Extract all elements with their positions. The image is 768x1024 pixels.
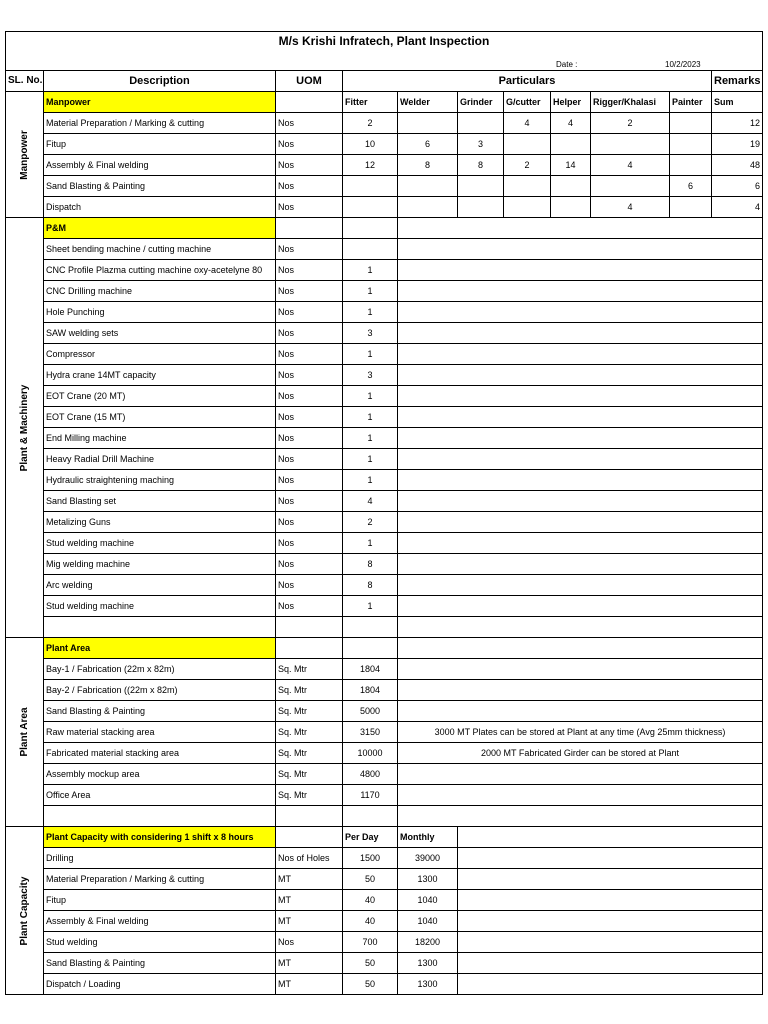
- manpower-row: [6, 155, 763, 176]
- uom-cell: Nos: [276, 407, 343, 428]
- manpower-column-header: Grinder: [458, 92, 504, 113]
- pm-row: [6, 449, 763, 470]
- uom-cell: MT: [276, 890, 343, 911]
- area-row: [6, 701, 763, 722]
- uom-cell: Sq. Mtr: [276, 764, 343, 785]
- capacity-heading-row: [6, 827, 763, 848]
- manpower-heading: Manpower: [44, 92, 276, 113]
- header-particulars: Particulars: [343, 71, 712, 92]
- capacity-row: [6, 974, 763, 995]
- note-cell: 3000 MT Plates can be stored at Plant at any time (Avg 25mm thickness): [398, 722, 763, 743]
- qty-cell: 10000: [343, 743, 398, 764]
- pm-blank-row: [6, 617, 763, 638]
- uom-cell: Nos: [276, 512, 343, 533]
- remarks-cell: [398, 281, 763, 302]
- uom-cell: Nos: [276, 449, 343, 470]
- note-cell: [398, 680, 763, 701]
- perday-cell: 50: [343, 869, 398, 890]
- description-cell: Mig welding machine: [44, 554, 276, 575]
- remarks-cell: [398, 239, 763, 260]
- section-manpower: [6, 92, 44, 218]
- qty-cell: 8: [343, 554, 398, 575]
- uom-cell: Nos: [276, 365, 343, 386]
- remarks-cell: [398, 344, 763, 365]
- manpower-row: [6, 134, 763, 155]
- value-cell: 2: [343, 113, 398, 134]
- value-cell: 4: [591, 197, 670, 218]
- description-cell: Bay-2 / Fabrication ((22m x 82m): [44, 680, 276, 701]
- pm-row: [6, 302, 763, 323]
- capacity-row: [6, 890, 763, 911]
- value-cell: [670, 134, 712, 155]
- perday-cell: 1500: [343, 848, 398, 869]
- note-cell: [398, 764, 763, 785]
- value-cell: [458, 197, 504, 218]
- pm-row: [6, 470, 763, 491]
- qty-cell: 1804: [343, 680, 398, 701]
- value-cell: 8: [458, 155, 504, 176]
- table-cell: [44, 806, 276, 827]
- pm-heading-row: [6, 218, 763, 239]
- pm-row: [6, 365, 763, 386]
- value-cell: 4: [551, 113, 591, 134]
- monthly-cell: 1300: [398, 953, 458, 974]
- monthly-cell: 1040: [398, 890, 458, 911]
- manpower-column-header: G/cutter: [504, 92, 551, 113]
- qty-cell: 3: [343, 323, 398, 344]
- perday-cell: 50: [343, 953, 398, 974]
- value-cell: 19: [712, 134, 763, 155]
- qty-cell: 1: [343, 407, 398, 428]
- perday-cell: 50: [343, 974, 398, 995]
- qty-cell: 3150: [343, 722, 398, 743]
- uom-cell: Nos: [276, 134, 343, 155]
- section-plant-machinery-label: Plant & Machinery: [18, 384, 30, 471]
- remarks-cell: [398, 491, 763, 512]
- uom-cell: [276, 218, 343, 239]
- uom-cell: Nos: [276, 428, 343, 449]
- uom-cell: Sq. Mtr: [276, 659, 343, 680]
- description-cell: EOT Crane (20 MT): [44, 386, 276, 407]
- capacity-row: [6, 932, 763, 953]
- description-cell: Fitup: [44, 134, 276, 155]
- note-cell: [398, 659, 763, 680]
- remarks-cell: [458, 932, 763, 953]
- manpower-column-header: Rigger/Khalasi: [591, 92, 670, 113]
- uom-cell: MT: [276, 911, 343, 932]
- pm-row: [6, 575, 763, 596]
- uom-cell: Nos: [276, 470, 343, 491]
- description-cell: Material Preparation / Marking & cutting: [44, 869, 276, 890]
- description-cell: CNC Drilling machine: [44, 281, 276, 302]
- qty-cell: 1: [343, 470, 398, 491]
- value-cell: [398, 176, 458, 197]
- value-cell: 3: [458, 134, 504, 155]
- description-cell: Assembly & Final welding: [44, 155, 276, 176]
- value-cell: 4: [591, 155, 670, 176]
- header-description: Description: [44, 71, 276, 92]
- manpower-heading-row: [6, 92, 763, 113]
- pm-row: [6, 596, 763, 617]
- qty-cell: 1: [343, 344, 398, 365]
- area-blank-row: [6, 806, 763, 827]
- remarks-cell: [458, 848, 763, 869]
- remarks-cell: [398, 428, 763, 449]
- area-heading: Plant Area: [44, 638, 276, 659]
- remarks-cell: [398, 260, 763, 281]
- note-cell: [398, 701, 763, 722]
- value-cell: 10: [343, 134, 398, 155]
- pm-row: [6, 386, 763, 407]
- description-cell: Arc welding: [44, 575, 276, 596]
- value-cell: 12: [712, 113, 763, 134]
- uom-cell: Nos: [276, 323, 343, 344]
- description-cell: Drilling: [44, 848, 276, 869]
- description-cell: Hydra crane 14MT capacity: [44, 365, 276, 386]
- value-cell: 6: [398, 134, 458, 155]
- qty-cell: 1: [343, 302, 398, 323]
- remarks-cell: [458, 974, 763, 995]
- value-cell: [504, 176, 551, 197]
- remarks-cell: [398, 512, 763, 533]
- uom-cell: Sq. Mtr: [276, 743, 343, 764]
- description-cell: Metalizing Guns: [44, 512, 276, 533]
- section-plant-area-label: Plant Area: [18, 707, 30, 757]
- qty-cell: 4800: [343, 764, 398, 785]
- uom-cell: Nos: [276, 575, 343, 596]
- qty-cell: 8: [343, 575, 398, 596]
- uom-cell: Sq. Mtr: [276, 785, 343, 806]
- description-cell: Fabricated material stacking area: [44, 743, 276, 764]
- capacity-row: [6, 911, 763, 932]
- value-cell: [458, 176, 504, 197]
- qty-cell: 2: [343, 512, 398, 533]
- date-value: 10/2/2023: [665, 60, 701, 69]
- area-row: [6, 743, 763, 764]
- pm-row: [6, 554, 763, 575]
- value-cell: 48: [712, 155, 763, 176]
- qty-cell: [343, 638, 398, 659]
- value-cell: 2: [591, 113, 670, 134]
- perday-header: Per Day: [343, 827, 398, 848]
- note-cell: 2000 MT Fabricated Girder can be stored at Plant: [398, 743, 763, 764]
- value-cell: [398, 113, 458, 134]
- uom-cell: Nos: [276, 281, 343, 302]
- value-cell: [670, 155, 712, 176]
- description-cell: Hydraulic straightening maching: [44, 470, 276, 491]
- qty-cell: [343, 239, 398, 260]
- description-cell: EOT Crane (15 MT): [44, 407, 276, 428]
- value-cell: [343, 176, 398, 197]
- header-row: [6, 71, 763, 92]
- section-plant-capacity-label: Plant Capacity: [18, 876, 30, 945]
- table-cell: [276, 806, 343, 827]
- value-cell: 6: [712, 176, 763, 197]
- capacity-row: [6, 953, 763, 974]
- value-cell: 6: [670, 176, 712, 197]
- qty-cell: 5000: [343, 701, 398, 722]
- remarks-cell: [398, 638, 763, 659]
- description-cell: Material Preparation / Marking & cutting: [44, 113, 276, 134]
- value-cell: [504, 197, 551, 218]
- section-plant-area: [6, 638, 44, 827]
- manpower-row: [6, 113, 763, 134]
- qty-cell: 1804: [343, 659, 398, 680]
- description-cell: Assembly & Final welding: [44, 911, 276, 932]
- description-cell: Office Area: [44, 785, 276, 806]
- qty-cell: 1: [343, 386, 398, 407]
- pm-row: [6, 512, 763, 533]
- pm-row: [6, 239, 763, 260]
- qty-cell: 1: [343, 533, 398, 554]
- description-cell: Stud welding machine: [44, 533, 276, 554]
- section-plant-capacity: [6, 827, 44, 995]
- manpower-column-header: Fitter: [343, 92, 398, 113]
- remarks-cell: [398, 386, 763, 407]
- area-row: [6, 785, 763, 806]
- qty-cell: 1: [343, 281, 398, 302]
- qty-cell: 1: [343, 449, 398, 470]
- description-cell: Raw material stacking area: [44, 722, 276, 743]
- remarks-cell: [398, 302, 763, 323]
- table-cell: [398, 617, 763, 638]
- area-heading-row: [6, 638, 763, 659]
- uom-cell: Nos: [276, 533, 343, 554]
- value-cell: [591, 176, 670, 197]
- uom-cell: Nos: [276, 554, 343, 575]
- remarks-cell: [398, 470, 763, 491]
- value-cell: [551, 176, 591, 197]
- date-row: [6, 50, 763, 71]
- description-cell: Heavy Radial Drill Machine: [44, 449, 276, 470]
- value-cell: 4: [712, 197, 763, 218]
- uom-cell: Nos: [276, 596, 343, 617]
- description-cell: CNC Profile Plazma cutting machine oxy-acetelyne 80: [44, 260, 276, 281]
- remarks-cell: [458, 953, 763, 974]
- value-cell: [504, 134, 551, 155]
- header-slno: SL. No.: [6, 71, 44, 92]
- table-cell: [343, 806, 398, 827]
- qty-cell: 1: [343, 428, 398, 449]
- description-cell: Fitup: [44, 890, 276, 911]
- table-cell: [343, 617, 398, 638]
- section-plant-machinery: [6, 218, 44, 638]
- uom-cell: Sq. Mtr: [276, 722, 343, 743]
- value-cell: [591, 134, 670, 155]
- uom-cell: [276, 827, 343, 848]
- qty-cell: 3: [343, 365, 398, 386]
- monthly-cell: 39000: [398, 848, 458, 869]
- manpower-row: [6, 176, 763, 197]
- remarks-cell: [458, 911, 763, 932]
- uom-cell: Nos: [276, 260, 343, 281]
- uom-cell: Nos: [276, 239, 343, 260]
- area-row: [6, 722, 763, 743]
- table-cell: [398, 806, 763, 827]
- remarks-cell: [398, 533, 763, 554]
- table-cell: [276, 617, 343, 638]
- value-cell: [551, 197, 591, 218]
- document-title: M/s Krishi Infratech, Plant Inspection: [6, 32, 763, 51]
- pm-heading: P&M: [44, 218, 276, 239]
- description-cell: Sand Blasting & Painting: [44, 953, 276, 974]
- uom-cell: Nos: [276, 344, 343, 365]
- inspection-table: [5, 31, 763, 995]
- header-uom: UOM: [276, 71, 343, 92]
- value-cell: [343, 197, 398, 218]
- description-cell: Sand Blasting & Painting: [44, 701, 276, 722]
- monthly-cell: 1300: [398, 974, 458, 995]
- area-row: [6, 680, 763, 701]
- note-cell: [398, 785, 763, 806]
- header-remarks: Remarks: [712, 71, 763, 92]
- monthly-cell: 18200: [398, 932, 458, 953]
- uom-cell: Nos: [276, 491, 343, 512]
- table-cell: [44, 617, 276, 638]
- pm-row: [6, 407, 763, 428]
- manpower-column-header: Sum: [712, 92, 763, 113]
- uom-cell: MT: [276, 974, 343, 995]
- description-cell: Assembly mockup area: [44, 764, 276, 785]
- uom-cell: Nos of Holes: [276, 848, 343, 869]
- uom-cell: Sq. Mtr: [276, 701, 343, 722]
- qty-cell: 4: [343, 491, 398, 512]
- manpower-column-header: Welder: [398, 92, 458, 113]
- description-cell: End Milling machine: [44, 428, 276, 449]
- value-cell: 14: [551, 155, 591, 176]
- value-cell: [670, 197, 712, 218]
- remarks-cell: [458, 869, 763, 890]
- manpower-row: [6, 197, 763, 218]
- description-cell: Sheet bending machine / cutting machine: [44, 239, 276, 260]
- capacity-row: [6, 869, 763, 890]
- description-cell: SAW welding sets: [44, 323, 276, 344]
- description-cell: Sand Blasting & Painting: [44, 176, 276, 197]
- remarks-cell: [398, 575, 763, 596]
- qty-cell: [343, 218, 398, 239]
- monthly-cell: 1040: [398, 911, 458, 932]
- qty-cell: 1: [343, 260, 398, 281]
- uom-cell: Sq. Mtr: [276, 680, 343, 701]
- remarks-cell: [398, 323, 763, 344]
- uom-cell: Nos: [276, 155, 343, 176]
- remarks-cell: [458, 890, 763, 911]
- description-cell: Stud welding: [44, 932, 276, 953]
- uom-cell: [276, 92, 343, 113]
- description-cell: Bay-1 / Fabrication (22m x 82m): [44, 659, 276, 680]
- description-cell: Hole Punching: [44, 302, 276, 323]
- value-cell: 8: [398, 155, 458, 176]
- description-cell: Dispatch / Loading: [44, 974, 276, 995]
- monthly-header: Monthly: [398, 827, 458, 848]
- description-cell: Compressor: [44, 344, 276, 365]
- section-manpower-label: Manpower: [18, 129, 30, 180]
- qty-cell: 1: [343, 596, 398, 617]
- value-cell: [670, 113, 712, 134]
- uom-cell: Nos: [276, 176, 343, 197]
- area-row: [6, 659, 763, 680]
- capacity-row: [6, 848, 763, 869]
- remarks-cell: [398, 365, 763, 386]
- uom-cell: [276, 638, 343, 659]
- pm-row: [6, 533, 763, 554]
- value-cell: 4: [504, 113, 551, 134]
- remarks-cell: [398, 554, 763, 575]
- uom-cell: Nos: [276, 113, 343, 134]
- monthly-cell: 1300: [398, 869, 458, 890]
- title-row: [6, 32, 763, 51]
- manpower-column-header: Helper: [551, 92, 591, 113]
- manpower-column-header: Painter: [670, 92, 712, 113]
- value-cell: [458, 113, 504, 134]
- perday-cell: 40: [343, 890, 398, 911]
- pm-row: [6, 323, 763, 344]
- value-cell: [551, 134, 591, 155]
- perday-cell: 40: [343, 911, 398, 932]
- value-cell: 2: [504, 155, 551, 176]
- area-row: [6, 764, 763, 785]
- pm-row: [6, 428, 763, 449]
- remarks-cell: [398, 407, 763, 428]
- description-cell: Sand Blasting set: [44, 491, 276, 512]
- uom-cell: MT: [276, 953, 343, 974]
- remarks-cell: [398, 218, 763, 239]
- qty-cell: 1170: [343, 785, 398, 806]
- pm-row: [6, 281, 763, 302]
- value-cell: [398, 197, 458, 218]
- description-cell: Dispatch: [44, 197, 276, 218]
- pm-row: [6, 344, 763, 365]
- uom-cell: Nos: [276, 932, 343, 953]
- uom-cell: MT: [276, 869, 343, 890]
- remarks-cell: [398, 449, 763, 470]
- pm-row: [6, 491, 763, 512]
- value-cell: 12: [343, 155, 398, 176]
- remarks-cell: [398, 596, 763, 617]
- date-label: Date :: [556, 60, 578, 69]
- uom-cell: Nos: [276, 302, 343, 323]
- perday-cell: 700: [343, 932, 398, 953]
- capacity-heading: Plant Capacity with considering 1 shift x 8 hours: [44, 827, 276, 848]
- pm-row: [6, 260, 763, 281]
- uom-cell: Nos: [276, 197, 343, 218]
- remarks-cell: [458, 827, 763, 848]
- description-cell: Stud welding machine: [44, 596, 276, 617]
- uom-cell: Nos: [276, 386, 343, 407]
